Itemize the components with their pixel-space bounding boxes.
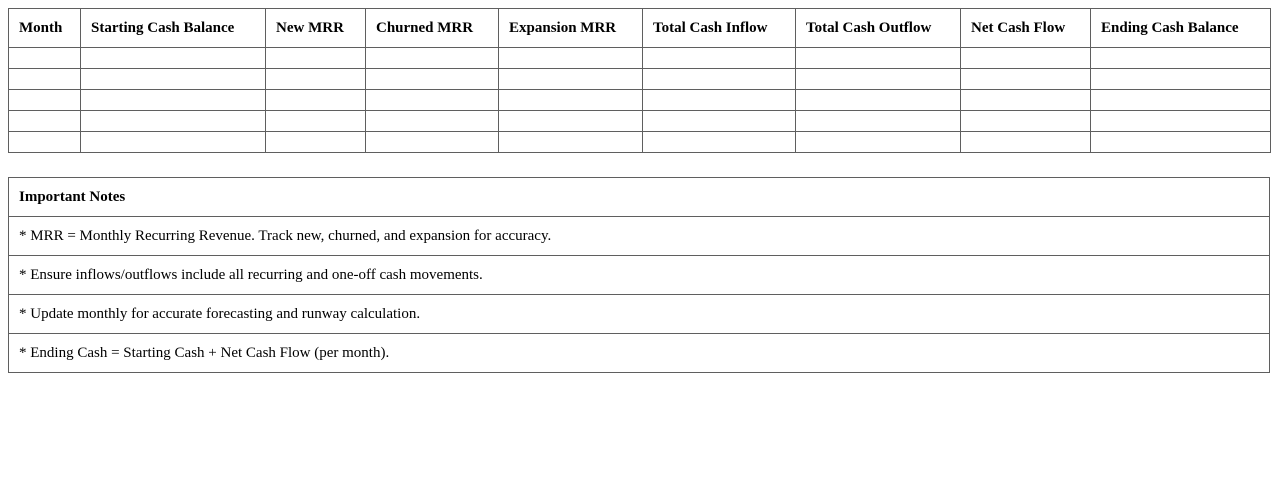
header-net-cash-flow: Net Cash Flow (961, 9, 1091, 48)
table-cell[interactable] (499, 90, 643, 111)
table-cell[interactable] (499, 132, 643, 153)
table-cell[interactable] (643, 48, 796, 69)
table-row (9, 69, 1271, 90)
table-cell[interactable] (266, 132, 366, 153)
table-cell[interactable] (1091, 111, 1271, 132)
note-item: * Update monthly for accurate forecasting and runway calculation. (9, 295, 1270, 334)
table-cell[interactable] (266, 48, 366, 69)
notes-heading-row (9, 178, 1270, 217)
table-cell[interactable] (499, 69, 643, 90)
table-cell[interactable] (9, 69, 81, 90)
table-cell[interactable] (81, 132, 266, 153)
table-cell[interactable] (499, 111, 643, 132)
table-cell[interactable] (499, 48, 643, 69)
table-cell[interactable] (366, 111, 499, 132)
table-cell[interactable] (643, 132, 796, 153)
table-cell[interactable] (961, 48, 1091, 69)
header-month: Month (9, 9, 81, 48)
note-row (9, 334, 1270, 373)
table-cell[interactable] (1091, 90, 1271, 111)
table-cell[interactable] (9, 48, 81, 69)
note-item: * Ending Cash = Starting Cash + Net Cash Flow (per month). (9, 334, 1270, 373)
note-item: * MRR = Monthly Recurring Revenue. Track new, churned, and expansion for accuracy. (9, 217, 1270, 256)
table-row (9, 111, 1271, 132)
table-cell[interactable] (9, 111, 81, 132)
table-cell[interactable] (81, 90, 266, 111)
table-header-row (9, 9, 1271, 48)
note-row (9, 217, 1270, 256)
table-cell[interactable] (961, 111, 1091, 132)
table-cell[interactable] (643, 69, 796, 90)
table-cell[interactable] (961, 90, 1091, 111)
note-row (9, 295, 1270, 334)
table-cell[interactable] (961, 132, 1091, 153)
table-row (9, 48, 1271, 69)
table-cell[interactable] (266, 90, 366, 111)
table-cell[interactable] (796, 90, 961, 111)
table-cell[interactable] (1091, 132, 1271, 153)
table-cell[interactable] (796, 48, 961, 69)
table-cell[interactable] (266, 69, 366, 90)
header-ending-cash-balance: Ending Cash Balance (1091, 9, 1271, 48)
header-starting-cash-balance: Starting Cash Balance (81, 9, 266, 48)
table-cell[interactable] (366, 48, 499, 69)
table-cell[interactable] (366, 132, 499, 153)
header-total-cash-inflow: Total Cash Inflow (643, 9, 796, 48)
cash-flow-table (8, 8, 1271, 153)
note-row (9, 256, 1270, 295)
notes-heading: Important Notes (9, 178, 1270, 217)
table-cell[interactable] (796, 132, 961, 153)
header-churned-mrr: Churned MRR (366, 9, 499, 48)
table-cell[interactable] (796, 111, 961, 132)
header-total-cash-outflow: Total Cash Outflow (796, 9, 961, 48)
header-new-mrr: New MRR (266, 9, 366, 48)
table-cell[interactable] (643, 90, 796, 111)
table-cell[interactable] (81, 48, 266, 69)
table-cell[interactable] (9, 132, 81, 153)
table-cell[interactable] (961, 69, 1091, 90)
table-row (9, 132, 1271, 153)
table-cell[interactable] (366, 69, 499, 90)
notes-table (8, 177, 1270, 373)
table-cell[interactable] (1091, 48, 1271, 69)
table-cell[interactable] (266, 111, 366, 132)
table-cell[interactable] (81, 69, 266, 90)
table-cell[interactable] (81, 111, 266, 132)
header-expansion-mrr: Expansion MRR (499, 9, 643, 48)
note-item: * Ensure inflows/outflows include all recurring and one-off cash movements. (9, 256, 1270, 295)
table-cell[interactable] (366, 90, 499, 111)
table-cell[interactable] (9, 90, 81, 111)
table-cell[interactable] (796, 69, 961, 90)
table-cell[interactable] (643, 111, 796, 132)
table-row (9, 90, 1271, 111)
table-cell[interactable] (1091, 69, 1271, 90)
